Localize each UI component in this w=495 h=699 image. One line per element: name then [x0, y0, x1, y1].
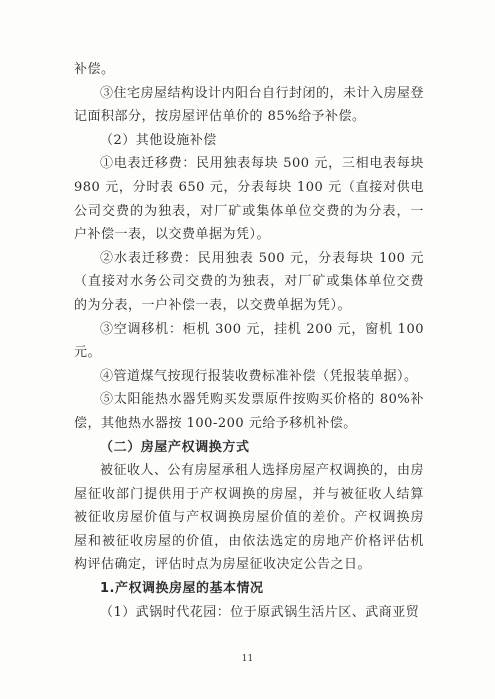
paragraph-water-meter: ②水表迁移费：民用独表 500 元，分表每块 100 元（直接对水务公司交费的为独表，对厂矿或集体单位交费的为分表，一户补偿一表，以交费单据为凭）。 [74, 250, 424, 313]
paragraph-property-exchange: 被征收人、公有房屋承租人选择房屋产权调换的，由房屋征收部门提供用于产权调换的房屋，并与被征收人结算被征收房屋价值与产权调换房屋价值的差价。产权调换房屋和被征收房屋的价值，由依法选定的房地产价格评估机构评估确定，评估时点为房屋征收决定公告之日。 [74, 463, 425, 573]
page-number: 11 [241, 654, 254, 664]
paragraph-wuguo-garden: （1）武锅时代花园：位于原武锅生活片区、武商亚贸 [100, 604, 420, 620]
page-body [74, 58, 424, 624]
section-heading: （二）房屋产权调换方式 [100, 439, 250, 455]
paragraph-air-conditioner: ③空调移机：柜机 300 元，挂机 200 元，窗机 100 元。 [74, 321, 424, 361]
paragraph-gas-pipeline: ④管道煤气按现行报装收费标准补偿（凭报装单据）。 [100, 368, 418, 384]
paragraph-balcony-compensation: ③住宅房屋结构设计内阳台自行封闭的，未计入房屋登记面积部分，按房屋评估单价的 85%给予补偿。 [74, 85, 425, 125]
subheading: 1.产权调换房屋的基本情况 [100, 581, 264, 597]
paragraph-other-facilities-heading: （2）其他设施补偿 [100, 132, 217, 148]
paragraph-continuation: 补偿。 [74, 62, 115, 77]
paragraph-water-heater: ⑤太阳能热水器凭购买发票原件按购买价格的 80%补偿，其他热水器按 100-200 元给予移机补偿。 [74, 392, 424, 431]
paragraph-electric-meter: ①电表迁移费：民用独表每块 500 元，三相电表每块 980 元，分时表 650 元，分表每块 100 元（直接对供电公司交费的为独表，对厂矿或集体单位交费的为分表，一户补偿一表，以交费单据为凭）。 [74, 156, 424, 243]
